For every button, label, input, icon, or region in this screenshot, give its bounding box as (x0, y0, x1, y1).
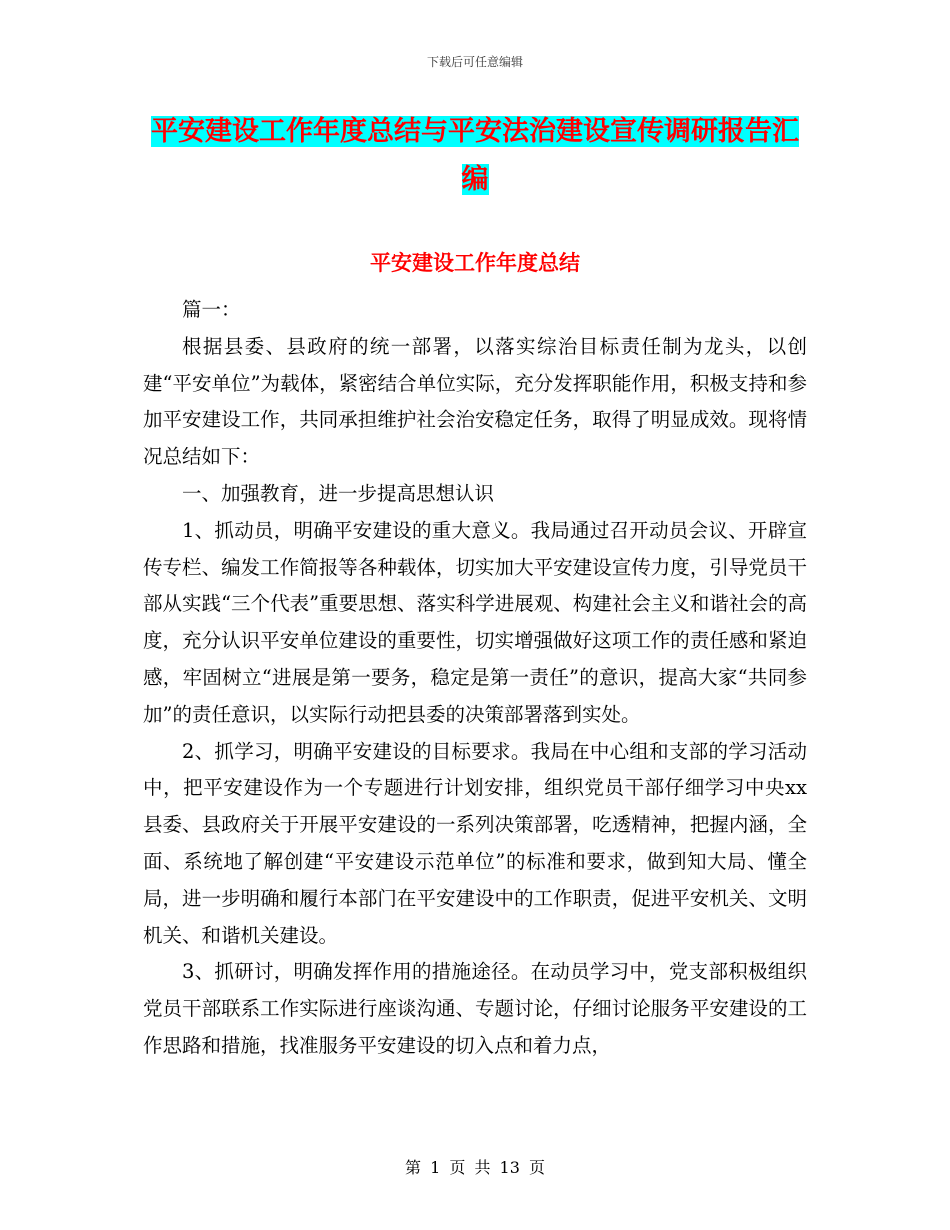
document-title (140, 108, 810, 204)
page-footer: 第 1 页 共 13 页 (405, 1158, 545, 1177)
header-note: 下载后可任意编辑 (426, 55, 523, 69)
paragraph: 1、抓动员，明确平安建设的重大意义。我局通过召开动员会议、开辟宣传专栏、编发工作简报等各种载体，切实加大平安建设宣传力度，引导党员干部从实践“三个代表”重要思想、落实科学进展观、构建社会主义和谐社会的高度，充分认识平安单位建设的重要性，切实增强做好这项工作的责任感和紧迫感，牢固树立“进展是第一要务，稳定是第一责任”的意识，提高大家“共同参加”的责任意识，以实际行动把县委的决策部署落到实处。 (143, 518, 807, 726)
paragraph: 一、加强教育，进一步提高思想认识 (182, 481, 495, 505)
paragraph: 3、抓研讨，明确发挥作用的措施途径。在动员学习中，党支部积极组织党员干部联系工作实际进行座谈沟通、专题讨论，仔细讨论服务平安建设的工作思路和措施，找准服务平安建设的切入点和着力点， (143, 960, 807, 1057)
section-title: 平安建设工作年度总结 (370, 251, 580, 275)
paragraph: 篇一： (182, 298, 241, 321)
paragraph: 根据县委、县政府的统一部署，以落实综治目标责任制为龙头，以创建“平安单位”为载体，紧密结合单位实际，充分发挥职能作用，积极支持和参加平安建设工作，共同承担维护社会治安稳定任务，取得了明显成效。现将情况总结如下： (143, 334, 807, 469)
document-body (143, 292, 807, 1065)
document-title-text: 平安建设工作年度总结与平安法治建设宣传调研报告汇编 (151, 116, 799, 195)
paragraph: 2、抓学习，明确平安建设的目标要求。我局在中心组和支部的学习活动中，把平安建设作为一个专题进行计划安排，组织党员干部仔细学习中央xx县委、县政府关于开展平安建设的一系列决策部署，吃透精神，把握内涵，全面、系统地了解创建“平安建设示范单位”的标准和要求，做到知大局、懂全局，进一步明确和履行本部门在平安建设中的工作职责，促进平安机关、文明机关、和谐机关建设。 (143, 739, 807, 947)
